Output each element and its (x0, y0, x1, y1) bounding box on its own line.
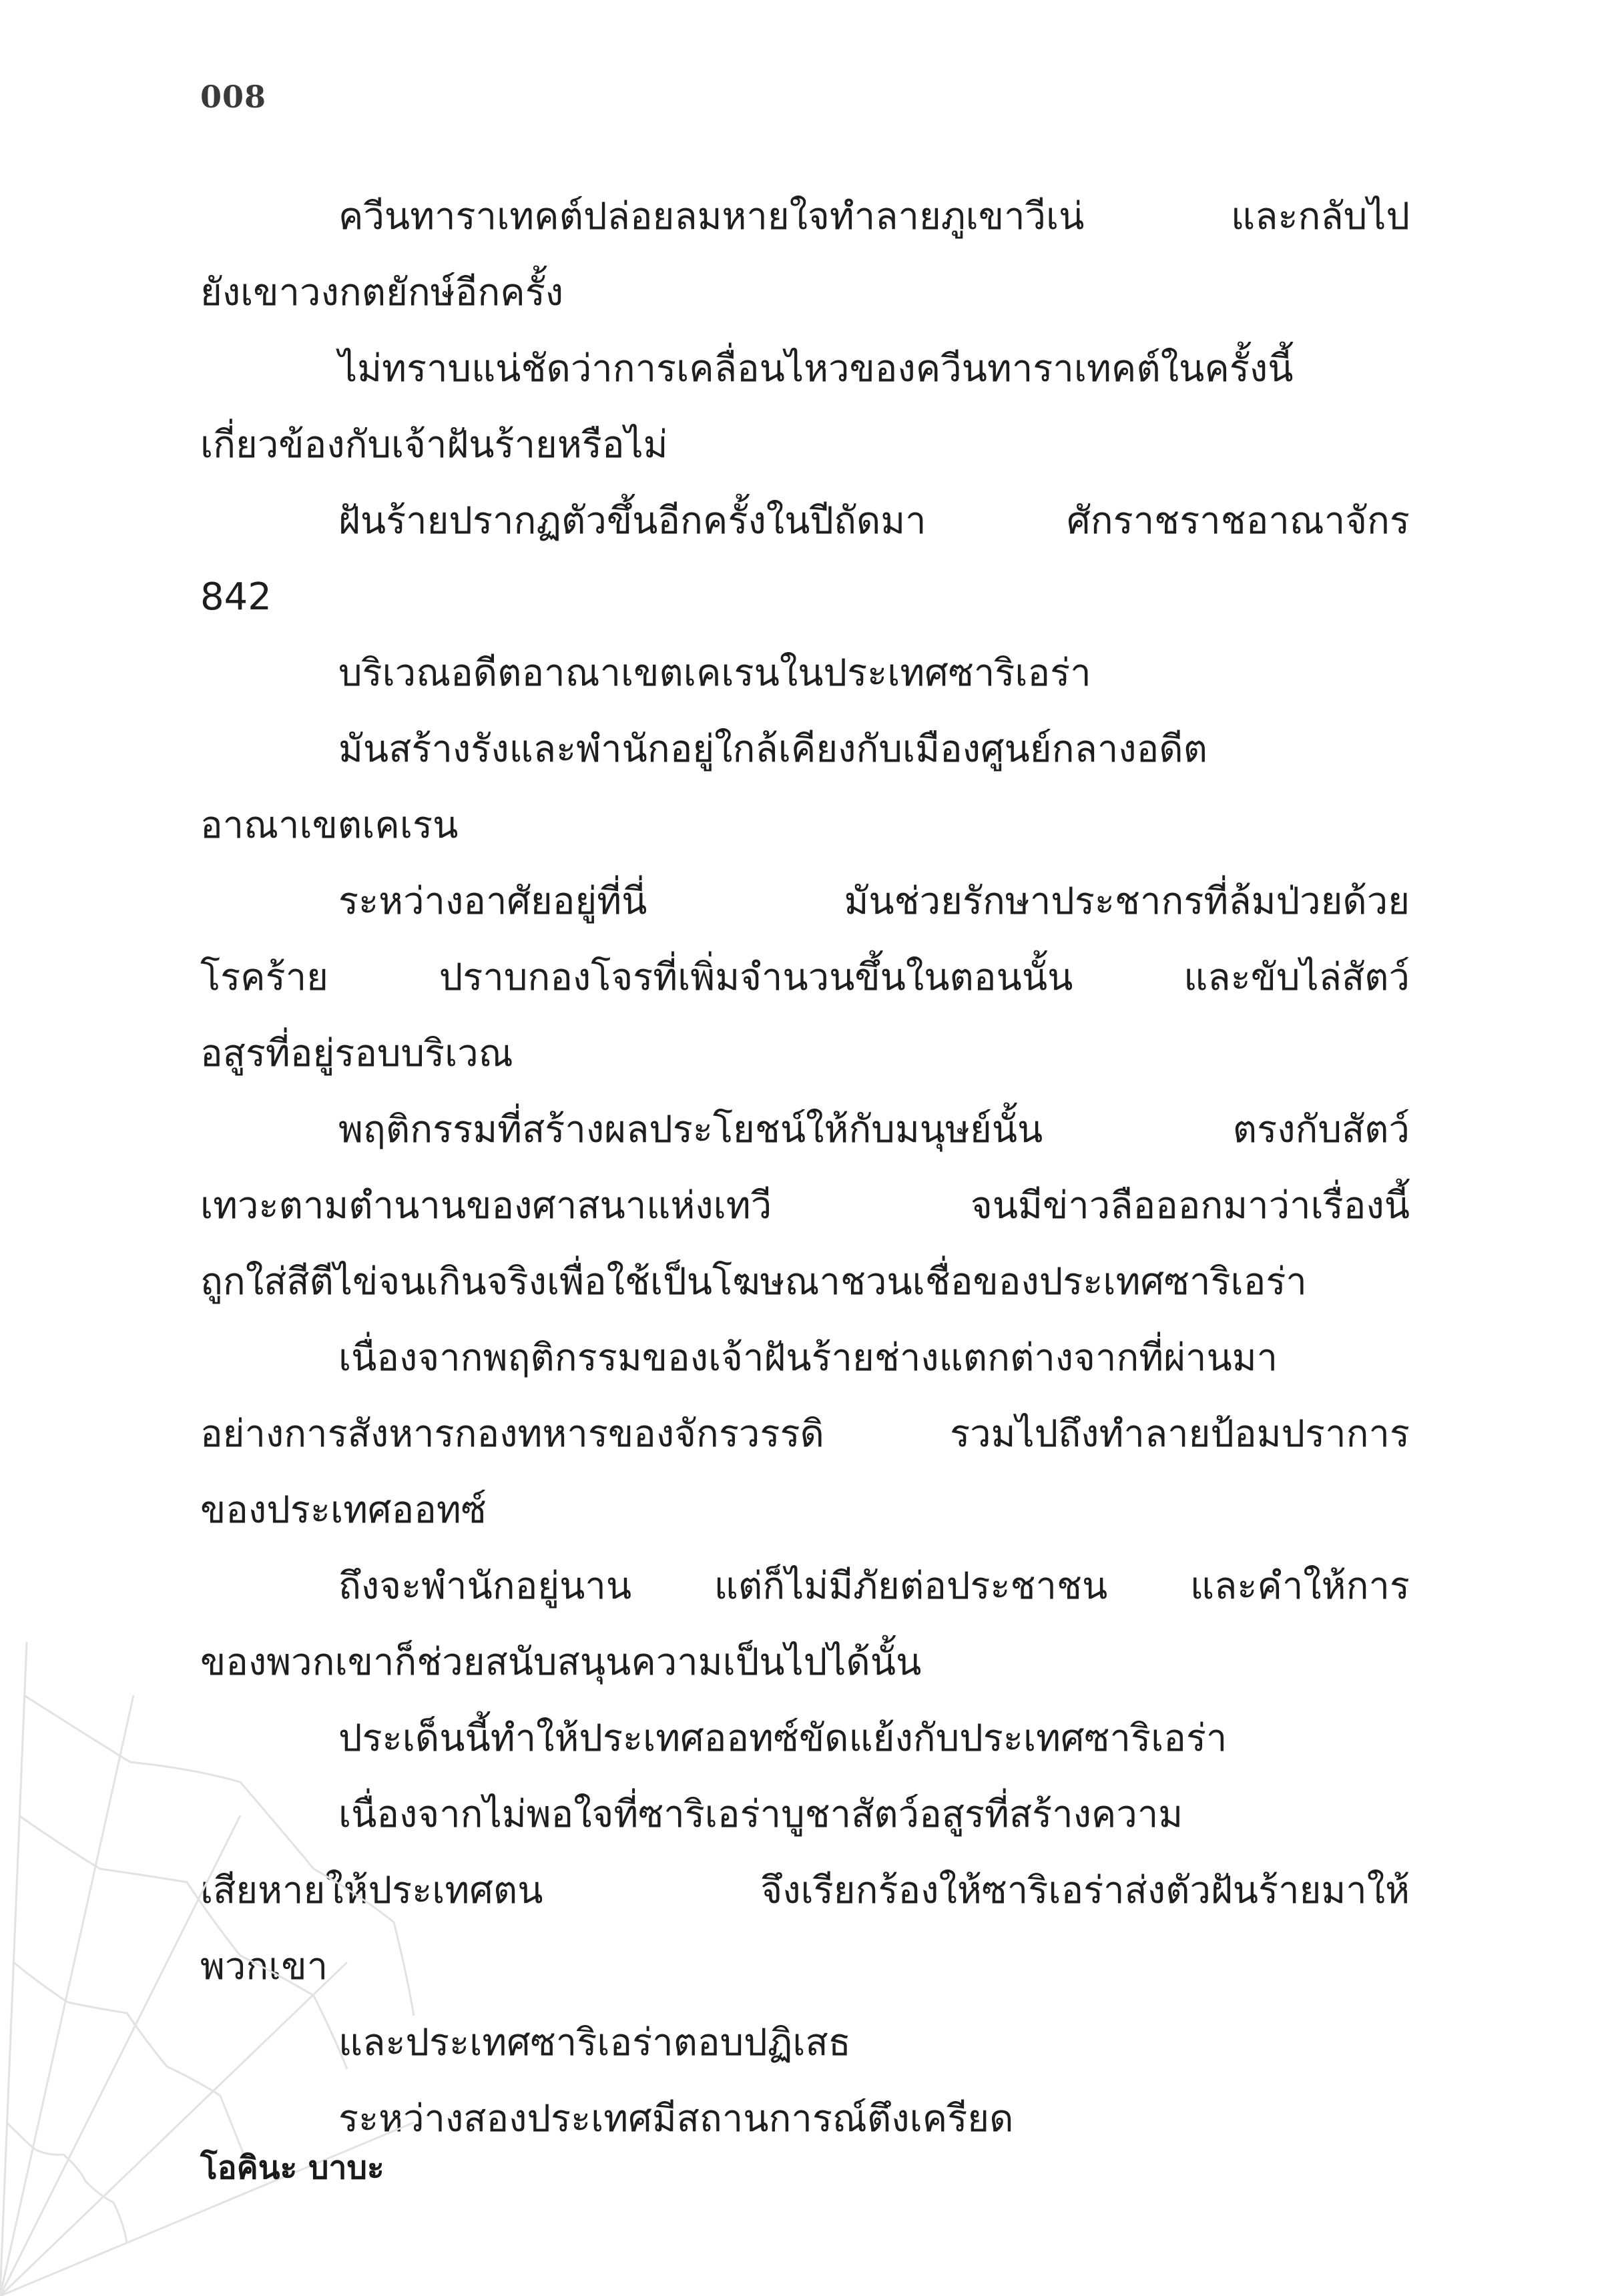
text-line: เกี่ยวข้องกับเจ้าฝันร้ายหรือไม่ (200, 423, 668, 467)
text-line: เทวะตามตำนานของศาสนาแห่งเทวี จนมีข่าวลือออกมาว่าเรื่องนี้ (200, 1184, 1410, 1227)
text-line: ของพวกเขาก็ช่วยสนับสนุนความเป็นไปได้นั้น (200, 1641, 922, 1684)
spider-web-decoration (0, 1615, 427, 2296)
text-line: อย่างการสังหารกองทหารของจักรวรรดิ รวมไปถึงทำลายป้อมปราการ (200, 1412, 1410, 1456)
text-line: โรคร้าย ปราบกองโจรที่เพิ่มจำนวนขึ้นในตอนนั้น และขับไล่สัตว์ (200, 956, 1410, 999)
text-line: มันสร้างรังและพำนักอยู่ใกล้เคียงกับเมืองศูนย์กลางอดีต (338, 728, 1207, 771)
text-line: เนื่องจากไม่พอใจที่ซาริเอร่าบูชาสัตว์อสูรที่สร้างความ (338, 1793, 1183, 1836)
text-line: บริเวณอดีตอาณาเขตเคเรนในประเทศซาริเอร่า (338, 651, 1091, 695)
text-line: พวกเขา (200, 1945, 328, 1988)
text-line: ของประเทศออทซ์ (200, 1488, 487, 1532)
text-line: ควีนทาราเทคต์ปล่อยลมหายใจทำลายภูเขาวีเน่ และกลับไป (338, 195, 1410, 238)
page-number: 008 (200, 79, 267, 115)
text-line: 842 (200, 575, 272, 619)
text-line: ไม่ทราบแน่ชัดว่าการเคลื่อนไหวของควีนทาราเทคต์ในครั้งนี้ (338, 347, 1294, 390)
text-line: ยังเขาวงกตยักษ์อีกครั้ง (200, 271, 564, 314)
text-line: ถูกใส่สีตีไข่จนเกินจริงเพื่อใช้เป็นโฆษณาชวนเชื่อของประเทศซาริเอร่า (200, 1260, 1307, 1304)
text-line: เสียหายให้ประเทศตน จึงเรียกร้องให้ซาริเอร่าส่งตัวฝันร้ายมาให้ (200, 1869, 1410, 1912)
text-line: อสูรที่อยู่รอบบริเวณ (200, 1032, 513, 1075)
text-line: ระหว่างอาศัยอยู่ที่นี่ มันช่วยรักษาประชากรที่ล้มป่วยด้วย (338, 880, 1410, 923)
text-line: ระหว่างสองประเทศมีสถานการณ์ตึงเครียด (338, 2097, 1014, 2140)
text-line: และประเทศซาริเอร่าตอบปฏิเสธ (338, 2021, 851, 2064)
text-line: พฤติกรรมที่สร้างผลประโยชน์ให้กับมนุษย์นั้น ตรงกับสัตว์ (338, 1108, 1410, 1151)
author-name: โอคินะ บาบะ (200, 2149, 384, 2187)
text-line: ฝันร้ายปรากฏตัวขึ้นอีกครั้งในปีถัดมา ศักราชราชอาณาจักร (338, 499, 1410, 543)
text-line: อาณาเขตเคเรน (200, 804, 459, 847)
text-line: เนื่องจากพฤติกรรมของเจ้าฝันร้ายช่างแตกต่างจากที่ผ่านมา (338, 1336, 1278, 1380)
text-line: ประเด็นนี้ทำให้ประเทศออทซ์ขัดแย้งกับประเทศซาริเอร่า (338, 1717, 1228, 1760)
text-line: ถึงจะพำนักอยู่นาน แต่ก็ไม่มีภัยต่อประชาชน และคำให้การ (338, 1564, 1410, 1608)
